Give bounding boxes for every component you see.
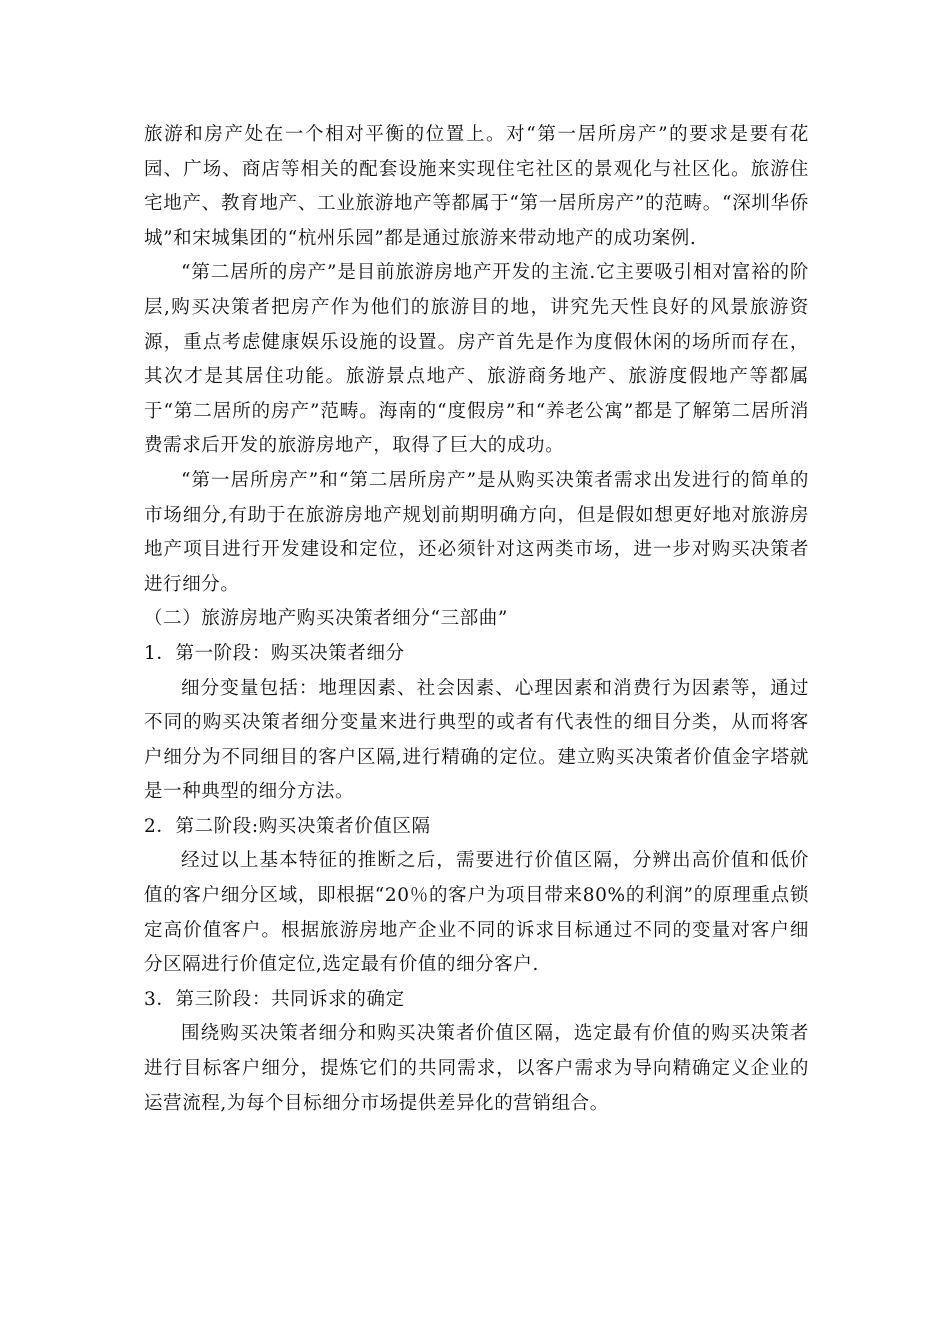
section-heading-three-steps: （二）旅游房地产购买决策者细分“三部曲”: [144, 608, 508, 630]
step-1-paragraph: 细分变量包括：地理因素、社会因素、心理因素和消费行为因素等，通过不同的购买决策者细分变量来进行典型的或者有代表性的细目分类，从而将客户细分为不同细目的客户区隔,进行精确的定位。建立购买决策者价值金字塔就是一种典型的细分方法。: [144, 677, 809, 803]
step-1-heading: 1．第一阶段：购买决策者细分: [144, 642, 405, 664]
paragraph-market-segmentation: “第一居所房产”和“第二居所房产”是从购买决策者需求出发进行的简单的市场细分,有助于在旅游房地产规划前期明确方向，但是假如想更好地对旅游房地产项目进行开发建设和定位，还必须针对这两类市场，进一步对购买决策者进行细分。: [144, 469, 809, 595]
document-body: [144, 118, 809, 1121]
step-3-paragraph: 围绕购买决策者细分和购买决策者价值区隔，选定最有价值的购买决策者进行目标客户细分，提炼它们的共同需求，以客户需求为导向精确定义企业的运营流程,为每个目标细分市场提供差异化的营销组合。: [144, 1023, 809, 1114]
step-2-heading: 2．第二阶段:购买决策者价值区隔: [144, 815, 431, 837]
step-3-heading: 3．第三阶段：共同诉求的确定: [144, 988, 405, 1010]
step-2-paragraph: 经过以上基本特征的推断之后，需要进行价值区隔，分辨出高价值和低价值的客户细分区域，即根据“20％的客户为项目带来80%的利润”的原理重点锁定高价值客户。根据旅游房地产企业不同的诉求目标通过不同的变量对客户细分区隔进行价值定位,选定最有价值的细分客户.: [144, 850, 809, 976]
paragraph-second-residence: “第二居所的房产”是目前旅游房地产开发的主流.它主要吸引相对富裕的阶层,购买决策者把房产作为他们的旅游目的地，讲究先天性良好的风景旅游资源，重点考虑健康娱乐设施的设置。房产首先是作为度假休闲的场所而存在，其次才是其居住功能。旅游景点地产、旅游商务地产、旅游度假地产等都属于“第二居所的房产”范畴。海南的“度假房”和“养老公寓”都是了解第二居所消费需求后开发的旅游房地产，取得了巨大的成功。: [144, 262, 809, 457]
paragraph-first-residence-continued: 旅游和房产处在一个相对平衡的位置上。对“第一居所房产”的要求是要有花园、广场、商店等相关的配套设施来实现住宅社区的景观化与社区化。旅游住宅地产、教育地产、工业旅游地产等都属于“第一居所房产”的范畴。“深圳华侨城”和宋城集团的“杭州乐园”都是通过旅游来带动地产的成功案例.: [144, 124, 809, 249]
